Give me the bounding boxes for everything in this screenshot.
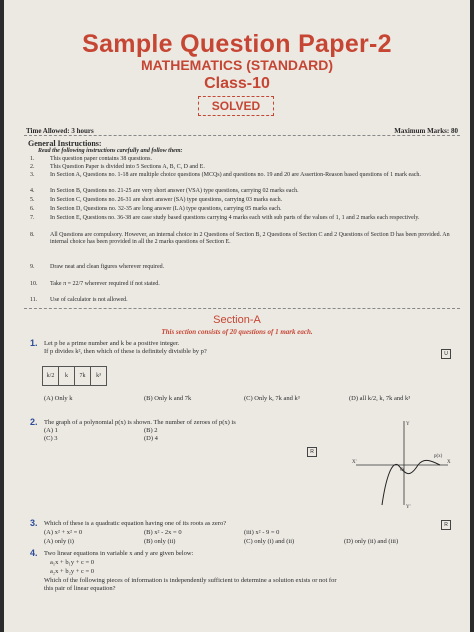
option: (B) only (ii) [144, 538, 176, 545]
question-text: The graph of a polynomial p(x) is shown. The number of zeroes of p(x) is [44, 419, 236, 426]
instruction-item: 7. In Section E, Questions no. 36-38 are case study based questions carrying 4 marks each with sub parts of the values of 1, 1 and 2 marks each respectively. [30, 215, 420, 221]
option: (D) 4 [144, 435, 158, 442]
marks-icon: R [441, 520, 451, 530]
option: (C) Only k, 7k and k³ [244, 395, 300, 402]
table-cell: k [59, 367, 75, 386]
time-marks-row [26, 127, 458, 135]
section-subtitle: This section consists of 20 questions of 1 mark each. [161, 328, 313, 336]
instruction-item: 3. In Section A, Questions no. 1-18 are multiple choice questions (MCQs) and questions no. 19 and 20 are Assertion-Reason based questions of 1 mark each. [30, 172, 421, 178]
question-number: 2. [30, 417, 38, 427]
instructions-note: Read the following instructions carefully and follow them: [38, 148, 183, 154]
question-text: If p divides k², then which of these is definitely divisible by p? [44, 348, 207, 355]
question-paper-page [4, 0, 470, 632]
option: (A) 1 [44, 427, 58, 434]
marks-icon: U [441, 349, 451, 359]
instruction-item: 1. This question paper contains 38 questions. [30, 156, 152, 162]
option: (A) x² + x² = 0 [44, 529, 83, 536]
q1-table [42, 366, 107, 386]
instruction-item: 2. This Question Paper is divided into 5 Sections A, B, C, D and E. [30, 164, 205, 170]
question-text: Which of these is a quadratic equation having one of its roots as zero? [44, 520, 227, 527]
question-number: 4. [30, 548, 38, 558]
instruction-item: 8. All Questions are compulsory. However, an internal choice in 2 Questions of Section B, 2 Questions of Section C and 2 Questions of Section D has been provided. An internal choice has been provided in all the 2 marks questions of Section E. [30, 232, 450, 245]
marks-icon: R [307, 447, 317, 457]
option: (iii) x² - 9 = 0 [244, 529, 280, 536]
axis-label: X [447, 460, 451, 465]
equation: a₁x + b₁y + c = 0 [50, 559, 95, 566]
table-cell: 7k [75, 367, 91, 386]
instruction-item: 4. In Section B, Questions no. 21-25 are very short answer (VSA) type questions, carrying 02 marks each. [30, 188, 299, 194]
question-text: Two linear equations in variable x and y are given below: [44, 550, 194, 557]
option: (D) only (ii) and (iii) [344, 538, 399, 545]
question-number: 1. [30, 338, 38, 348]
origin-label: O [400, 468, 404, 473]
option: (B) Only k and 7k [144, 395, 192, 402]
option: (B) 2 [144, 427, 158, 434]
curve-label: p(x) [434, 454, 443, 459]
option: (B) x² - 2x = 0 [144, 529, 182, 536]
equation: a₂x + b₂y + c = 0 [50, 568, 95, 575]
instruction-item: 11. Use of calculator is not allowed. [30, 297, 128, 303]
option: (C) only (i) and (ii) [244, 538, 295, 545]
axis-label: X' [352, 460, 357, 465]
solved-badge: SOLVED [198, 96, 274, 116]
class-title: Class-10 [204, 75, 270, 92]
subject-title: MATHEMATICS (STANDARD) [140, 57, 334, 73]
instruction-item: 6. In Section D, Questions no. 32-35 are long answer (LA) type questions, carrying 05 marks each. [30, 206, 282, 212]
instruction-item: 9. Draw neat and clean figures wherever required. [30, 264, 165, 270]
option: (A) Only k [44, 395, 73, 402]
instructions-title: General Instructions: [28, 139, 102, 148]
axis-label: Y [406, 422, 410, 427]
paper-title: Sample Question Paper-2 [82, 30, 392, 58]
question-text: Which of the following pieces of information is independently sufficient to determine a solution exists or not for [44, 577, 337, 584]
maximum-marks: Maximum Marks: 80 [394, 127, 458, 135]
question-text: Let p be a prime number and k be a positive integer. [44, 340, 180, 347]
option: (A) only (i) [44, 538, 74, 545]
time-allowed: Time Allowed: 3 hours [26, 127, 94, 135]
question-number: 3. [30, 518, 38, 528]
axis-label: Y' [406, 505, 411, 510]
polynomial-graph [352, 417, 452, 511]
table-cell: k³ [91, 367, 107, 386]
table-cell: k/2 [43, 367, 59, 386]
section-title: Section-A [213, 314, 261, 326]
option: (C) 3 [44, 435, 58, 442]
instruction-item: 5. In Section C, Questions no. 26-31 are short answer (SA) type questions, carrying 03 marks each. [30, 197, 283, 203]
instruction-item: 10. Take π = 22/7 wherever required if not stated. [30, 281, 160, 287]
option: (D) all k/2, k, 7k and k³ [349, 395, 411, 402]
question-text: this pair of linear equation? [44, 585, 116, 592]
